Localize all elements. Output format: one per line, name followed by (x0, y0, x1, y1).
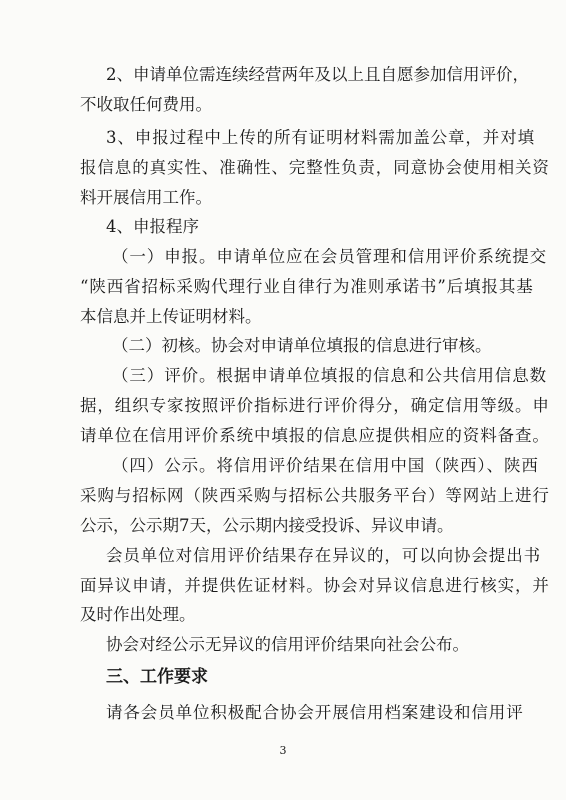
text-line: “陕西省招标采购代理行业自律行为准则承诺书”后填报其基 (80, 277, 534, 296)
text-line: 3、申报过程中上传的所有证明材料需加盖公章，并对填 (106, 128, 535, 147)
text-line: 及时作出处理。 (80, 605, 196, 624)
text-line: 本信息并上传证明材料。 (80, 307, 262, 326)
section-subtitle: 4、申报程序 (106, 217, 199, 236)
section-heading: 三、工作要求 (106, 667, 208, 687)
text-line: 会员单位对信用评价结果存在异议的，可以向协会提出书 (106, 546, 541, 565)
page-number: 3 (279, 744, 287, 757)
text-line: （三）评价。根据申请单位填报的信息和公共信用信息数 (112, 366, 547, 385)
text-line: 请单位在信用评价系统中填报的信息应提供相应的资料备查。 (80, 426, 550, 445)
text-line: 料开展信用工作。 (80, 188, 212, 207)
text-line: （一）申报。申请单位应在会员管理和信用评价系统提交 (112, 247, 547, 266)
text-line: 不收取任何费用。 (80, 95, 212, 114)
text-line: 面异议申请，并提供佐证材料。协会对异议信息进行核实，并 (80, 576, 550, 595)
text-line: 协会对经公示无异议的信用评价结果向社会公布。 (106, 635, 469, 654)
text-line: 2、申请单位需连续经营两年及以上且自愿参加信用评价， (106, 65, 529, 84)
text-line: 请各会员单位积极配合协会开展信用档案建设和信用评 (106, 703, 524, 722)
text-line: 据，组织专家按照评价指标进行评价得分，确定信用等级。申 (80, 396, 550, 415)
text-line: （四）公示。将信用评价结果在信用中国（陕西）、陕西 (112, 456, 539, 475)
text-line: （二）初核。协会对申请单位填报的信息进行审核。 (112, 336, 492, 355)
text-line: 报信息的真实性、准确性、完整性负责，同意协会使用相关资 (80, 158, 550, 177)
text-line: 公示，公示期7天，公示期内接受投诉、异议申请。 (80, 516, 454, 535)
text-line: 采购与招标网（陕西采购与招标公共服务平台）等网站上进行 (80, 486, 550, 505)
